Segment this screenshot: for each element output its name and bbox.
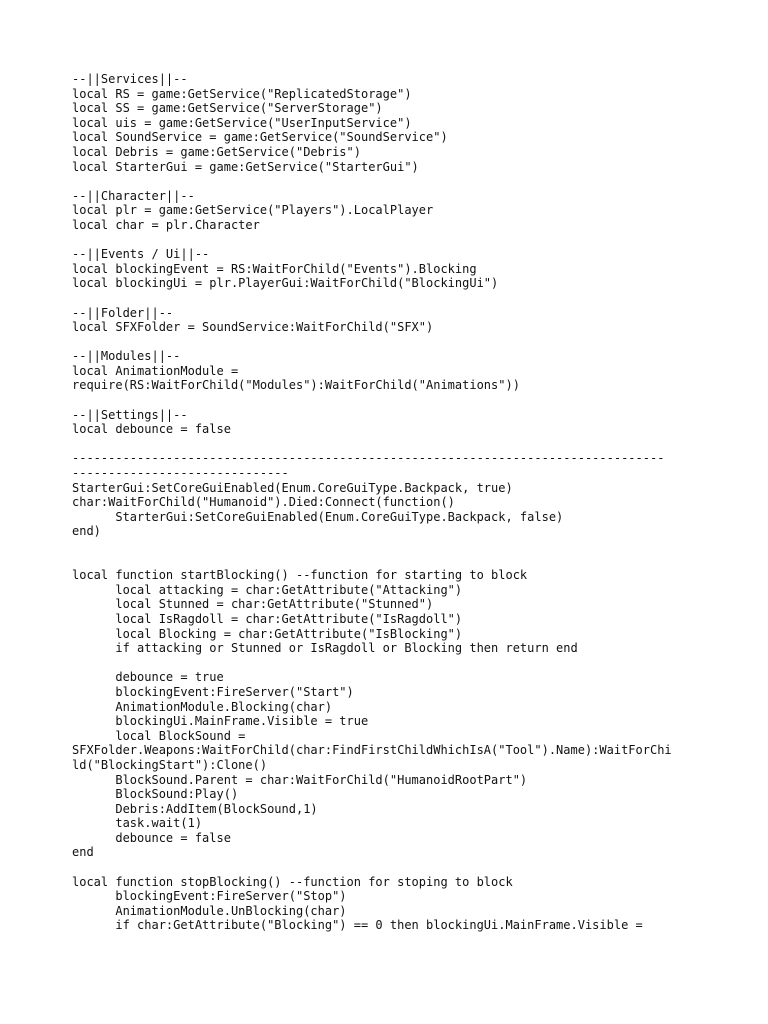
code-line: blockingEvent:FireServer("Stop") xyxy=(72,889,347,904)
code-line xyxy=(72,860,762,875)
code-line: local Blocking = char:GetAttribute("IsBlocking") xyxy=(72,626,463,641)
code-line xyxy=(72,393,762,408)
code-line xyxy=(72,174,762,189)
code-line: blockingUi.MainFrame.Visible = true xyxy=(72,714,369,729)
code-line: if char:GetAttribute("Blocking") == 0 then blockingUi.MainFrame.Visible = xyxy=(72,918,643,933)
code-line: --||Folder||-- xyxy=(72,305,174,320)
code-line: local blockingEvent = RS:WaitForChild("Events").Blocking xyxy=(72,261,477,276)
code-line: local uis = game:GetService("UserInputService") xyxy=(72,115,412,130)
code-line: Debris:AddItem(BlockSound,1) xyxy=(72,801,318,816)
code-line: ld("BlockingStart"):Clone() xyxy=(72,757,268,772)
code-line: local BlockSound = xyxy=(72,728,246,743)
code-line: local IsRagdoll = char:GetAttribute("IsRagdoll") xyxy=(72,611,463,626)
code-line: local Stunned = char:GetAttribute("Stunned") xyxy=(72,597,434,612)
code-line: local StarterGui = game:GetService("StarterGui") xyxy=(72,159,419,174)
code-line xyxy=(72,335,762,350)
code-line: debounce = true xyxy=(72,670,224,685)
code-line xyxy=(72,539,762,554)
code-line: end xyxy=(72,845,94,860)
code-line: local Debris = game:GetService("Debris") xyxy=(72,144,361,159)
code-line: BlockSound.Parent = char:WaitForChild("HumanoidRootPart") xyxy=(72,772,528,787)
code-line: AnimationModule.UnBlocking(char) xyxy=(72,903,347,918)
code-line: local AnimationModule = xyxy=(72,363,239,378)
code-block xyxy=(72,72,762,933)
code-line: local debounce = false xyxy=(72,422,231,437)
code-line: blockingEvent:FireServer("Start") xyxy=(72,684,354,699)
code-line: --||Settings||-- xyxy=(72,407,188,422)
code-line: --||Modules||-- xyxy=(72,349,181,364)
code-line: --||Character||-- xyxy=(72,188,195,203)
code-line: ---------------------------------------------------------------------------------- xyxy=(72,451,665,466)
code-line: local SoundService = game:GetService("SoundService") xyxy=(72,130,448,145)
code-line xyxy=(72,554,762,569)
code-line: local char = plr.Character xyxy=(72,217,260,232)
code-line: if attacking or Stunned or IsRagdoll or Blocking then return end xyxy=(72,641,578,656)
code-line: end) xyxy=(72,524,101,539)
code-line: local SS = game:GetService("ServerStorage") xyxy=(72,101,383,116)
code-line: local function startBlocking() --function for starting to block xyxy=(72,568,528,583)
code-line: local blockingUi = plr.PlayerGui:WaitForChild("BlockingUi") xyxy=(72,276,499,291)
code-line xyxy=(72,437,762,452)
code-line: --||Services||-- xyxy=(72,72,188,86)
code-line: local function stopBlocking() --function for stoping to block xyxy=(72,874,513,889)
code-line: StarterGui:SetCoreGuiEnabled(Enum.CoreGuiType.Backpack, true) xyxy=(72,480,513,495)
code-line: AnimationModule.Blocking(char) xyxy=(72,699,333,714)
code-line: StarterGui:SetCoreGuiEnabled(Enum.CoreGuiType.Backpack, false) xyxy=(72,509,564,524)
code-line: --||Events / Ui||-- xyxy=(72,247,210,262)
code-line xyxy=(72,656,762,671)
code-line: BlockSound:Play() xyxy=(72,787,239,802)
code-line: local attacking = char:GetAttribute("Attacking") xyxy=(72,582,463,597)
code-line: char:WaitForChild("Humanoid").Died:Connect(function() xyxy=(72,495,455,510)
code-line: require(RS:WaitForChild("Modules"):WaitForChild("Animations")) xyxy=(72,378,520,393)
code-line: local SFXFolder = SoundService:WaitForChild("SFX") xyxy=(72,320,434,335)
code-line: local RS = game:GetService("ReplicatedStorage") xyxy=(72,86,412,101)
code-line: ------------------------------ xyxy=(72,466,289,481)
code-line: local plr = game:GetService("Players").LocalPlayer xyxy=(72,203,434,218)
code-line xyxy=(72,291,762,306)
code-line: SFXFolder.Weapons:WaitForChild(char:FindFirstChildWhichIsA("Tool").Name):WaitForChi xyxy=(72,743,672,758)
code-line xyxy=(72,233,762,248)
code-line: debounce = false xyxy=(72,830,231,845)
code-line: task.wait(1) xyxy=(72,816,203,831)
